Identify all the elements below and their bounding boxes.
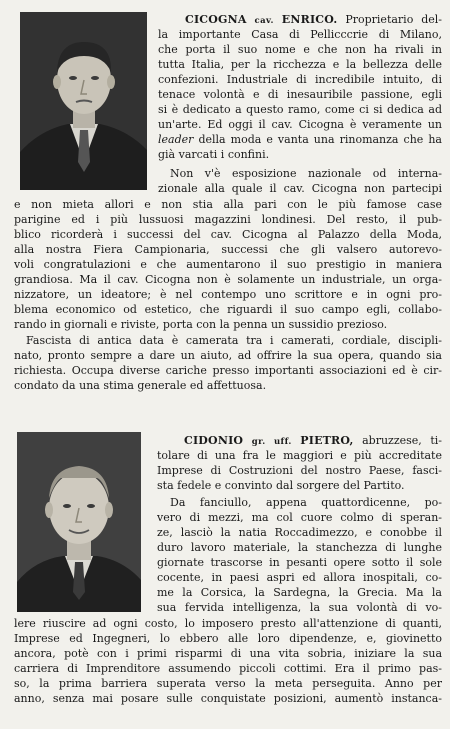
portrait-photo-cicogna [20,12,147,190]
entry2-line: sua fervida intelligenza, la sua volontà di vo- [157,601,442,614]
entry2-line: Imprese ed Ingegneri, lo ebbero alle loro dipendenze, e, giovinetto [14,632,442,645]
entry1-line: grandiosa. Ma il cav. Cicogna non è solamente un industriale, un orga- [14,273,442,286]
entry1-firstname: ENRICO. [281,13,338,26]
portrait-photo-cidonio [17,432,141,612]
entry2-line: duro lavoro materiale, la stanchezza di lunghe [157,541,442,554]
entry1-line: parigine ed i più lussuosi magazzini londinesi. Del resto, il pub- [14,213,442,226]
entry1-line: che porta il suo nome e che non ha rivali in [158,43,442,56]
entry1-line: già varcati i confini. [158,148,270,161]
entry2-line: anno, senza mai posare sulle conquistate posizioni, aumentò instanca- [14,692,442,705]
entry2-line: lere riuscire ad ogni costo, lo imposero presto all'attenzione di quanti, [14,617,442,630]
entry1-line: nato, pronto sempre a dare un aiuto, ad offrire la sua opera, quando sia [14,349,442,362]
entry1-line: la importante Casa di Pellicccrie di Milano, [158,28,442,41]
entry2-first-line-rest: abruzzese, ti- [362,434,442,447]
entry1-line: blema economico od estetico, che riguardi il suo campo egli, collabo- [14,303,442,316]
entry1-heading-line [185,13,442,29]
entry2-line: vero di mezzi, ma col cuore colmo di speran- [157,511,442,524]
entry2-firstname: PIETRO, [300,434,354,447]
entry1-honorific: cav. [254,16,274,26]
entry1-line: voli congratulazioni e che aumentarono il suo prestigio in maniera [14,258,442,271]
entry2-line: cocente, in paesi aspri ed allora inospitali, co- [157,571,442,584]
italic-word: leader [158,133,194,146]
entry1-line: tutta Italia, per la ricchezza e la bellezza delle [158,58,442,71]
entry1-first-line-rest: Proprietario del- [345,13,442,26]
entry1-line: confezioni. Industriale di incredibile intuito, di [158,73,442,86]
entry2-honorific: gr. uff. [251,437,292,447]
entry2-line: Imprese di Costruzioni del nostro Paese, fasci- [157,464,442,477]
entry2-surname: CIDONIO [184,434,244,447]
entry1-surname: CICOGNA [185,13,247,26]
entry2-line: tolare di una fra le maggiori e più accreditate [157,449,442,462]
entry1-line: Non v'è esposizione nazionale od interna- [170,167,442,180]
entry1-line: tenace volontà e di inesauribile passione, egli [158,88,442,101]
portrait-illustration [20,12,147,190]
portrait-illustration [17,432,141,612]
entry2-line: ze, lasciò la natia Roccadimezzo, e conobbe il [157,526,442,539]
entry2-line: me la Corsica, la Sardegna, la Grecia. Ma la [157,586,442,599]
entry2-line: giornate trascorse in pesanti opere sotto il sole [157,556,442,569]
entry1-line: leader della moda e vanta una rinomanza che ha [158,133,442,146]
entry1-line: un'arte. Ed oggi il cav. Cicogna è veramente un [158,118,442,131]
entry1-line: si è dedicato a questo ramo, come ci si dedica ad [158,103,442,116]
entry2-line: ancora, potè con i primi risparmi di una vita sobria, iniziare la sua [14,647,442,660]
entry1-line: condato da una stima generale ed affettuosa. [14,379,267,392]
entry2-line: so, la prima barriera superata verso la meta perseguita. Anno per [14,677,442,690]
entry1-line: rando in giornali e riviste, porta con la penna un sussidio prezioso. [14,318,388,331]
entry1-line: richiesta. Occupa diverse cariche presso importanti associazioni ed è cir- [14,364,442,377]
entry2-line: Da fanciullo, appena quattordicenne, po- [170,496,442,509]
entry2-line: carriera di Imprenditore assumendo piccoli cottimi. Era il primo pas- [14,662,442,675]
entry1-line: Fascista di antica data è camerata tra i camerati, cordiale, discipli- [26,334,442,347]
entry1-line: zionale alla quale il cav. Cicogna non partecipi [158,182,442,195]
entry1-line: alla nostra Fiera Campionaria, successi che gli valsero autorevo- [14,243,442,256]
entry2-heading-line [184,434,442,450]
entry2-line: sta fedele e convinto dal sorgere del Partito. [157,479,405,492]
entry1-line: nizzatore, un ideatore; è nel contempo uno scrittore e in ogni pro- [14,288,442,301]
entry1-line: e non mieta allori e non stia alla pari con le più famose case [14,198,442,211]
entry1-line: blico ricorderà i successi del cav. Cicogna al Palazzo della Moda, [14,228,442,241]
